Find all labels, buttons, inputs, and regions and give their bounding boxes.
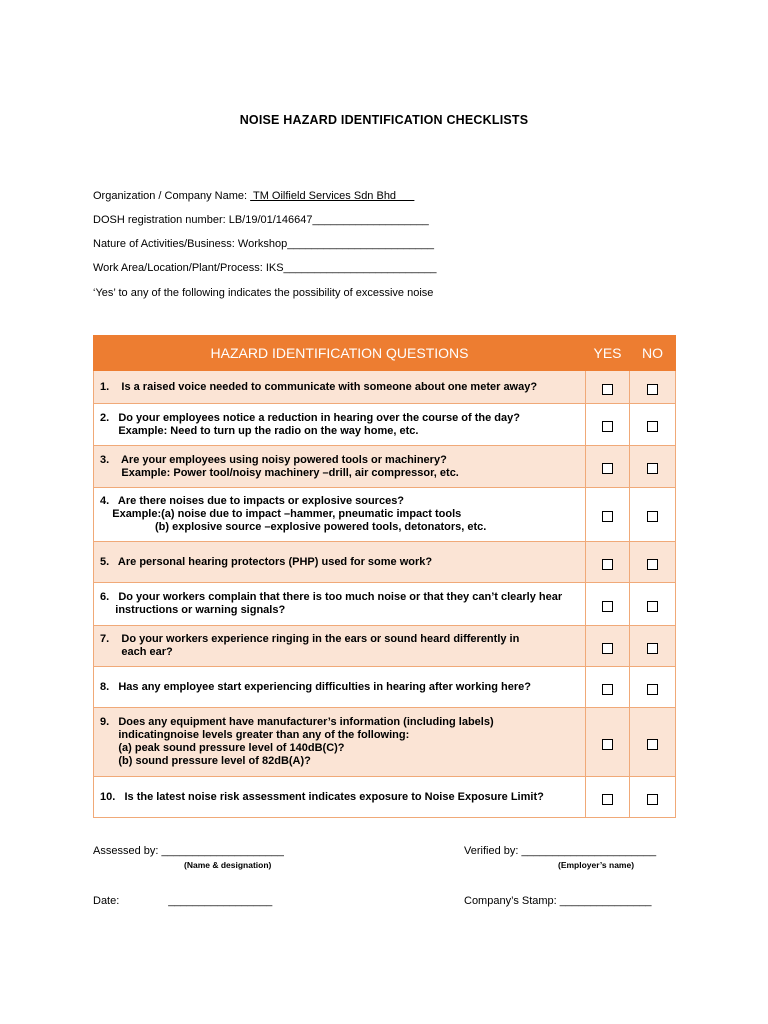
table-row <box>94 708 676 777</box>
no-cell <box>630 626 676 667</box>
organization-line <box>93 190 414 202</box>
no-cell <box>630 583 676 626</box>
no-checkbox[interactable] <box>647 559 658 570</box>
yes-cell <box>586 667 630 708</box>
yes-checkbox[interactable] <box>602 794 613 805</box>
excessive-noise-note: ‘Yes’ to any of the following indicates the possibility of excessive noise <box>93 287 434 299</box>
yes-checkbox[interactable] <box>602 601 613 612</box>
header-questions: HAZARD IDENTIFICATION QUESTIONS <box>94 336 586 371</box>
no-checkbox[interactable] <box>647 601 658 612</box>
yes-cell <box>586 708 630 777</box>
no-cell <box>630 777 676 818</box>
yes-cell <box>586 488 630 542</box>
no-checkbox[interactable] <box>647 463 658 474</box>
yes-cell <box>586 404 630 446</box>
no-checkbox[interactable] <box>647 794 658 805</box>
table-row <box>94 446 676 488</box>
table-row <box>94 583 676 626</box>
no-cell <box>630 542 676 583</box>
yes-checkbox[interactable] <box>602 384 613 395</box>
work-area-line: Work Area/Location/Plant/Process: IKS_________________________ <box>93 262 437 274</box>
table-header-row <box>94 336 676 371</box>
question-text: 7. Do your workers experience ringing in the ears or sound heard differently in each ear? <box>94 626 586 667</box>
question-text: 4. Are there noises due to impacts or explosive sources? Example:(a) noise due to impact –hammer, pneumatic impact tools (b) explosive source –explosive powered tools, detonators, etc. <box>94 488 586 542</box>
hazard-identification-table <box>93 335 676 818</box>
table-row <box>94 371 676 404</box>
question-text: 6. Do your workers complain that there is too much noise or that they can’t clearly hear instructions or warning signals? <box>94 583 586 626</box>
no-cell <box>630 488 676 542</box>
table-row <box>94 404 676 446</box>
no-checkbox[interactable] <box>647 511 658 522</box>
verified-by-line: Verified by: ______________________ <box>464 845 657 857</box>
document-title: NOISE HAZARD IDENTIFICATION CHECKLISTS <box>239 113 529 127</box>
assessed-by-caption: (Name & designation) <box>184 860 272 870</box>
no-cell <box>630 446 676 488</box>
question-text: 1. Is a raised voice needed to communicate with someone about one meter away? <box>94 371 586 404</box>
header-no: NO <box>630 336 676 371</box>
question-text: 8. Has any employee start experiencing difficulties in hearing after working here? <box>94 667 586 708</box>
no-cell <box>630 708 676 777</box>
question-text: 5. Are personal hearing protectors (PHP) used for some work? <box>94 542 586 583</box>
yes-cell <box>586 371 630 404</box>
yes-cell <box>586 777 630 818</box>
yes-checkbox[interactable] <box>602 463 613 474</box>
no-checkbox[interactable] <box>647 684 658 695</box>
question-text: 3. Are your employees using noisy powered tools or machinery? Example: Power tool/noisy machinery –drill, air compressor, etc. <box>94 446 586 488</box>
yes-checkbox[interactable] <box>602 684 613 695</box>
yes-cell <box>586 542 630 583</box>
yes-cell <box>586 446 630 488</box>
yes-checkbox[interactable] <box>602 559 613 570</box>
assessed-by-line: Assessed by: ____________________ <box>93 845 284 857</box>
no-checkbox[interactable] <box>647 384 658 395</box>
question-text: 9. Does any equipment have manufacturer’s information (including labels) indicatingnoise levels greater than any of the following: (a) peak sound pressure level of 140dB(C)? (b) sound pressure level of 82dB(A)? <box>94 708 586 777</box>
table-row <box>94 777 676 818</box>
organization-value: TM Oilfield Services Sdn Bhd <box>250 190 415 202</box>
yes-checkbox[interactable] <box>602 511 613 522</box>
no-cell <box>630 371 676 404</box>
no-checkbox[interactable] <box>647 643 658 654</box>
dosh-registration-line: DOSH registration number: LB/19/01/146647___________________ <box>93 214 429 226</box>
yes-cell <box>586 583 630 626</box>
question-text: 10. Is the latest noise risk assessment indicates exposure to Noise Exposure Limit? <box>94 777 586 818</box>
no-checkbox[interactable] <box>647 421 658 432</box>
nature-of-activities-line: Nature of Activities/Business: Workshop________________________ <box>93 238 435 250</box>
verified-by-caption: (Employer’s name) <box>558 860 635 870</box>
yes-checkbox[interactable] <box>602 421 613 432</box>
company-stamp-line: Company’s Stamp: _______________ <box>464 895 652 907</box>
table-row <box>94 488 676 542</box>
yes-cell <box>586 626 630 667</box>
yes-checkbox[interactable] <box>602 739 613 750</box>
date-line: Date: _________________ <box>93 895 273 907</box>
table-row <box>94 667 676 708</box>
no-cell <box>630 667 676 708</box>
table-row <box>94 542 676 583</box>
table-row <box>94 626 676 667</box>
question-text: 2. Do your employees notice a reduction in hearing over the course of the day? Example: Need to turn up the radio on the way home, etc. <box>94 404 586 446</box>
organization-label: Organization / Company Name: <box>93 190 251 202</box>
no-checkbox[interactable] <box>647 739 658 750</box>
no-cell <box>630 404 676 446</box>
header-yes: YES <box>586 336 630 371</box>
yes-checkbox[interactable] <box>602 643 613 654</box>
